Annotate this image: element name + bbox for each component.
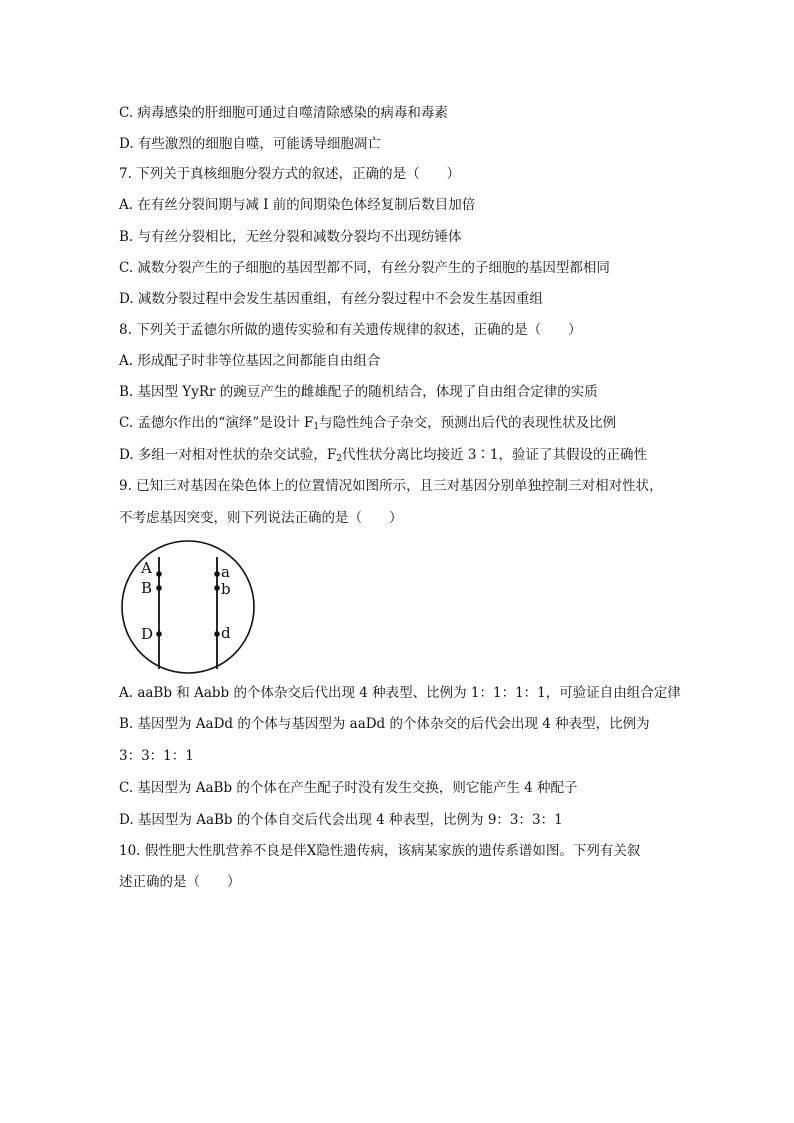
question-9-line1: 9. 已知三对基因在染色体上的位置情况如图所示，且三对基因分别单独控制三对相对性状， <box>119 478 663 494</box>
option-8a: A. 形成配子时非等位基因之间都能自由组合 <box>119 353 381 369</box>
option-8d-sub: 2 <box>336 454 343 464</box>
label-b: b <box>221 580 231 598</box>
locus-b-dot <box>214 585 220 591</box>
option-8d <box>119 446 647 468</box>
label-a: a <box>221 563 230 581</box>
label-d: d <box>221 624 231 642</box>
locus-a-dot <box>214 571 220 577</box>
option-7a: A. 在有丝分裂间期与减 I 前的间期染色体经复制后数目加倍 <box>119 197 476 213</box>
option-8c-post: 与隐性纯合子杂交，预测出后代的表现性状及比例 <box>319 415 617 431</box>
option-9c: C. 基因型为 AaBb 的个体在产生配子时没有发生交换，则它能产生 4 种配子 <box>119 780 578 796</box>
line-q6c: C. 病毒感染的肝细胞可通过自噬清除感染的病毒和毒素 <box>119 105 448 121</box>
option-8d-post: 代性状分离比均接近 3∶1，验证了其假设的正确性 <box>342 447 648 463</box>
option-9b-line2: 3：3：1：1 <box>119 748 194 764</box>
option-8b: B. 基因型 YyRr 的豌豆产生的雌雄配子的随机结合，体现了自由组合定律的实质 <box>119 384 598 400</box>
option-9d: D. 基因型为 AaBb 的个体自交后代会出现 4 种表型，比例为 9：3：3：1 <box>119 812 563 828</box>
question-8: 8. 下列关于孟德尔所做的遗传实验和有关遗传规律的叙述，正确的是（ ） <box>119 322 582 338</box>
line-q6d: D. 有些激烈的细胞自噬，可能诱导细胞凋亡 <box>119 136 381 152</box>
option-8c <box>119 414 616 436</box>
question-10-line1: 10. 假性肥大性肌营养不良是伴X隐性遗传病，该病某家族的遗传系谱如图。下列有关叙 <box>119 843 641 859</box>
option-8c-pre: C. 孟德尔作出的“演绎”是设计 F <box>119 415 314 431</box>
label-B: B <box>141 579 153 597</box>
locus-d-dot <box>214 631 220 637</box>
option-7c: C. 减数分裂产生的子细胞的基因型都不同，有丝分裂产生的子细胞的基因型都相同 <box>119 260 610 276</box>
option-7d: D. 减数分裂过程中会发生基因重组，有丝分裂过程中不会发生基因重组 <box>119 291 543 307</box>
question-10-line2: 述正确的是（ ） <box>119 874 241 890</box>
chromosome-svg <box>120 539 256 675</box>
option-8d-pre: D. 多组一对相对性状的杂交试验，F <box>119 447 337 463</box>
locus-B-dot <box>156 585 162 591</box>
question-9-line2: 不考虑基因突变，则下列说法正确的是（ ） <box>119 510 403 526</box>
option-9b-line1: B. 基因型为 AaDd 的个体与基因型为 aaDd 的个体杂交的后代会出现 4 种表型，比例为 <box>119 716 650 732</box>
question-7: 7. 下列关于真核细胞分裂方式的叙述，正确的是（ ） <box>119 166 461 182</box>
locus-A-dot <box>156 571 162 577</box>
label-D: D <box>141 625 154 643</box>
locus-D-dot <box>156 631 162 637</box>
option-9a: A. aaBb 和 Aabb 的个体杂交后代出现 4 种表型、比例为 1：1：1：1，可验证自由组合定律 <box>119 685 681 701</box>
label-A: A <box>141 559 152 577</box>
option-7b: B. 与有丝分裂相比，无丝分裂和减数分裂均不出现纺锤体 <box>119 229 462 245</box>
chromosome-diagram <box>120 539 256 675</box>
option-8c-sub: 1 <box>313 422 320 432</box>
